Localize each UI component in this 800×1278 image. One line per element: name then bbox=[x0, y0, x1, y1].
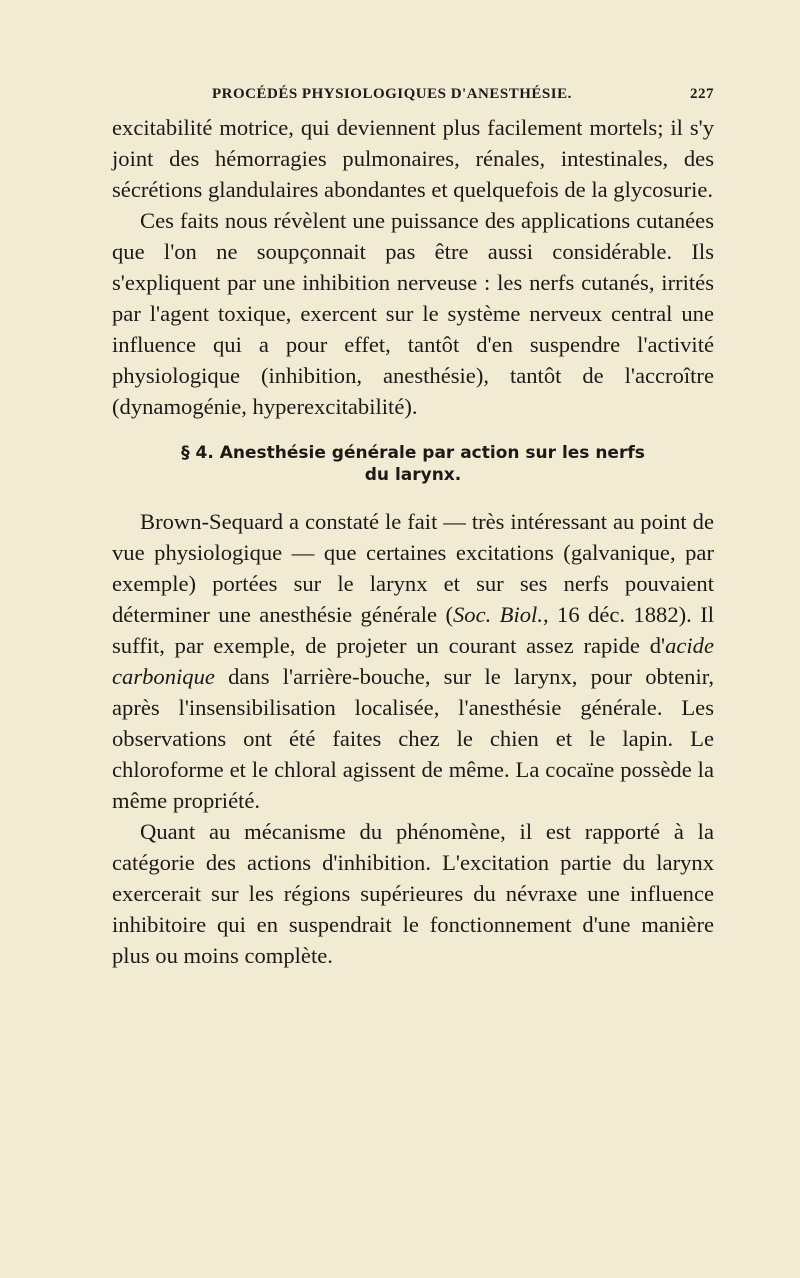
paragraph-mechanism: Quant au mécanisme du phénomène, il est rapporté à la catégorie des actions d'inhibition. L'excitation partie du larynx exercerait sur les régions supérieures du névraxe une influence inhibitoire qui en suspendrait le fonctionnement d'une manière plus ou moins complète. bbox=[112, 819, 714, 968]
paragraph-brown-sequard-part-3: dans l'arrière-bouche, sur le larynx, pour obtenir, après l'insensibilisation localisée, l'anesthésie générale. Les observations ont été faites chez le chien et le lapin. Le chloroforme et le chloral agissent de même. La cocaïne possède la même propriété. bbox=[112, 664, 714, 813]
running-head bbox=[112, 78, 714, 112]
paragraph-brown-sequard-part-1: Brown-Sequard a constaté le fait — très intéressant au point de vue physiologique — que certaines excitations (galvanique, par exemple) portées sur le larynx et sur ses nerfs pouvaient déterminer une anesthésie générale ( bbox=[112, 509, 714, 627]
paragraph-brown-sequard bbox=[112, 506, 714, 816]
section-heading-line-1: § 4. Anesthésie générale par action sur les nerfs bbox=[181, 443, 645, 463]
section-heading bbox=[112, 442, 714, 486]
running-title: PROCÉDÉS PHYSIOLOGIQUES D'ANESTHÉSIE. bbox=[212, 86, 572, 102]
journal-reference: Soc. Biol. bbox=[452, 602, 543, 627]
body-text bbox=[112, 112, 714, 971]
paragraph-continuation: excitabilité motrice, qui deviennent plus facilement mortels; il s'y joint des hémorragies pulmonaires, rénales, intestinales, des sécrétions glandulaires abondantes et quelquefois de la glycosurie. bbox=[112, 115, 714, 202]
agent-name: acide carbonique bbox=[112, 633, 714, 689]
section-heading-line-2: du larynx. bbox=[364, 465, 462, 485]
paragraph-brown-sequard-part-2: , 16 déc. 1882). Il suffit, par exemple, de projeter un courant assez rapide d' bbox=[112, 602, 714, 658]
paragraph-cutaneous-applications: Ces faits nous révèlent une puissance des applications cutanées que l'on ne soupçonnait pas être aussi considérable. Ils s'expliquent par une inhibition nerveuse : les nerfs cutanés, irrités par l'agent toxique, exercent sur le système nerveux central une influence qui a pour effet, tantôt d'en suspendre l'activité physiologique (inhibition, anesthésie), tantôt de l'accroître (dynamogénie, hyperexcitabilité). bbox=[112, 208, 714, 419]
page-number: 227 bbox=[690, 86, 714, 102]
